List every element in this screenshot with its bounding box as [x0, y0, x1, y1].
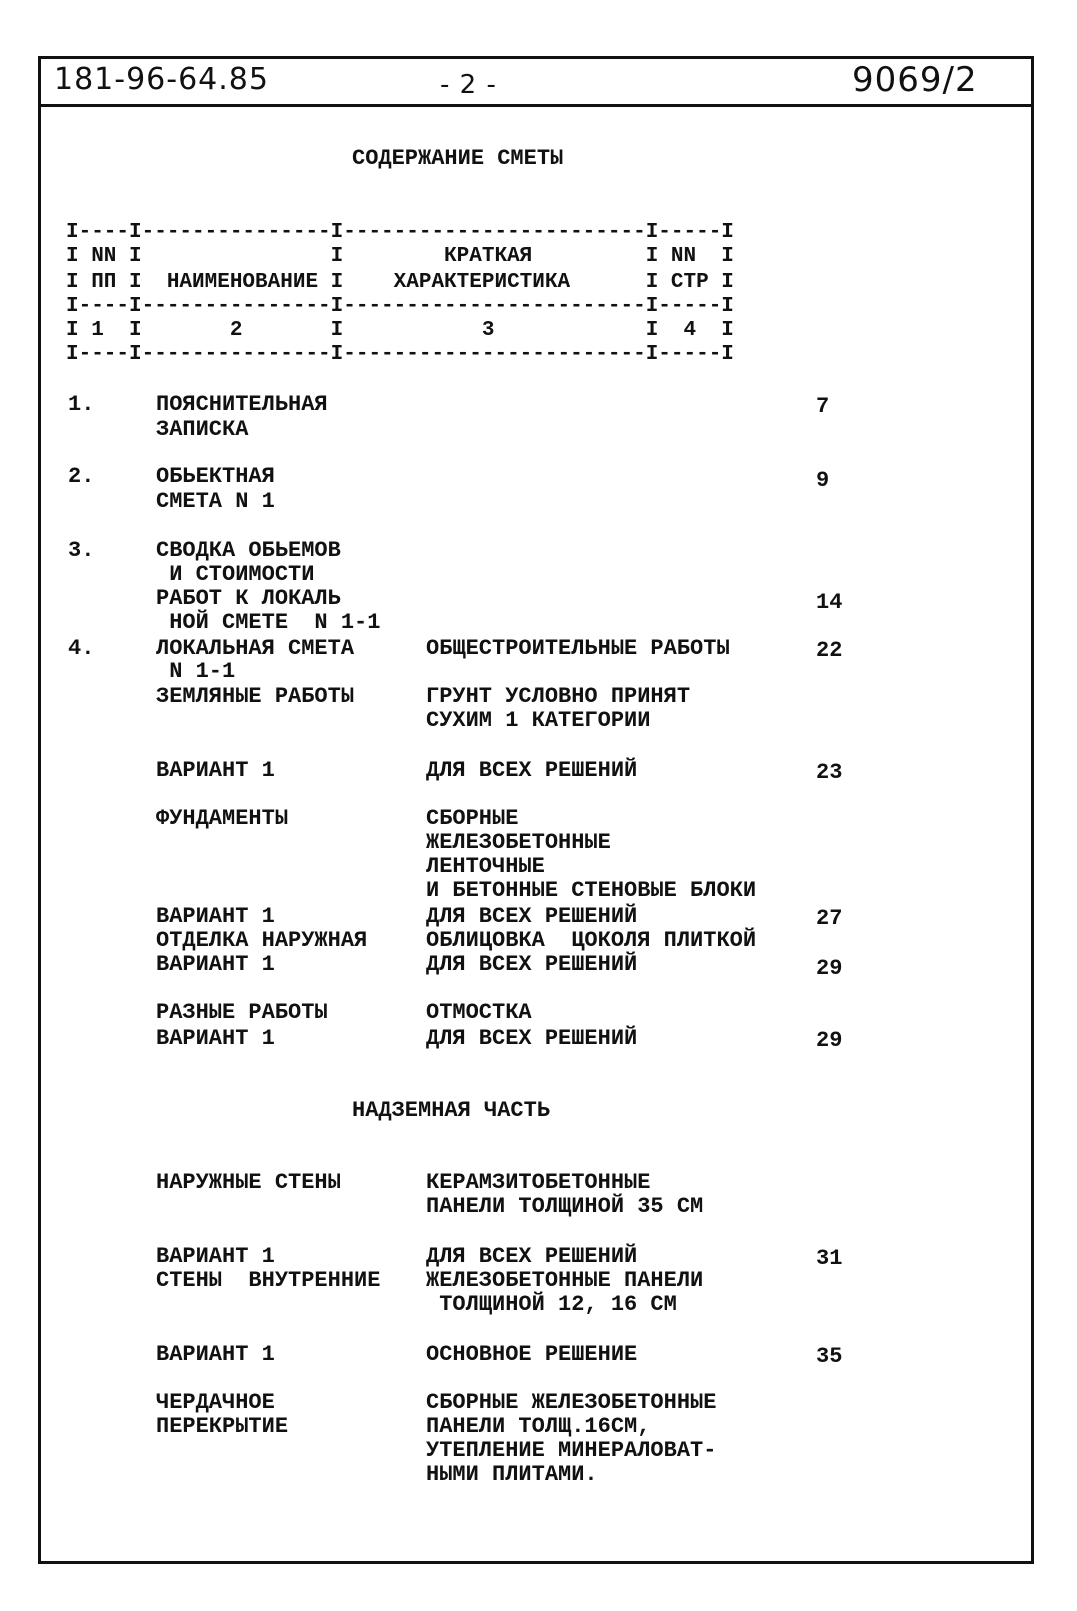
entry-description: И БЕТОННЫЕ СТЕНОВЫЕ БЛОКИ	[426, 878, 757, 903]
entry-name: ВАРИАНТ 1	[156, 952, 275, 977]
entry-description: ДЛЯ ВСЕХ РЕШЕНИЙ	[426, 1026, 638, 1051]
entry-name: ВАРИАНТ 1	[156, 1342, 275, 1367]
table-rule: I----I---------------I------------------------I-----I	[66, 295, 734, 318]
page-title: СОДЕРЖАНИЕ СМЕТЫ	[352, 146, 564, 171]
entry-name: НОЙ СМЕТЕ N 1-1	[156, 610, 381, 635]
entry-number: 3.	[68, 538, 95, 563]
entry-description: ПАНЕЛИ ТОЛЩИНОЙ 35 СМ	[426, 1194, 704, 1219]
entry-name: ПЕРЕКРЫТИЕ	[156, 1414, 289, 1439]
entry-description: КЕРАМЗИТОБЕТОННЫЕ	[426, 1170, 651, 1195]
entry-description: ОБЩЕСТРОИТЕЛЬНЫЕ РАБОТЫ	[426, 636, 730, 661]
entry-number: 1.	[68, 392, 95, 417]
entry-name: РАЗНЫЕ РАБОТЫ	[156, 1000, 328, 1025]
entry-page: 31	[816, 1246, 843, 1271]
entry-name: СВОДКА ОБЬЕМОВ	[156, 538, 341, 563]
entry-name: ЛОКАЛЬНАЯ СМЕТА	[156, 636, 355, 661]
sheet-reference: 9069/2	[852, 60, 978, 100]
entry-page: 14	[816, 590, 843, 615]
section-title: НАДЗЕМНАЯ ЧАСТЬ	[352, 1098, 551, 1123]
entry-name: НАРУЖНЫЕ СТЕНЫ	[156, 1170, 341, 1195]
entry-page: 23	[816, 760, 843, 785]
entry-description: ОТМОСТКА	[426, 1000, 532, 1025]
entry-description: ДЛЯ ВСЕХ РЕШЕНИЙ	[426, 904, 638, 929]
entry-description: ОСНОВНОЕ РЕШЕНИЕ	[426, 1342, 638, 1367]
entry-name: РАБОТ К ЛОКАЛЬ	[156, 586, 341, 611]
entry-description: ЖЕЛЕЗОБЕТОННЫЕ	[426, 830, 611, 855]
table-rule: I----I---------------I------------------------I-----I	[66, 343, 734, 366]
entry-name: ПОЯСНИТЕЛЬНАЯ	[156, 392, 328, 417]
entry-name: И СТОИМОСТИ	[156, 562, 315, 587]
entry-name: СМЕТА N 1	[156, 489, 275, 514]
entry-description: ДЛЯ ВСЕХ РЕШЕНИЙ	[426, 952, 638, 977]
entry-description: ОБЛИЦОВКА ЦОКОЛЯ ПЛИТКОЙ	[426, 928, 757, 953]
page-number: - 2 -	[440, 70, 497, 100]
entry-name: N 1-1	[156, 659, 236, 684]
table-header-row: I ПП I НАИМЕНОВАНИЕ I ХАРАКТЕРИСТИКА I СТР I	[66, 271, 734, 294]
entry-name: ЧЕРДАЧНОЕ	[156, 1390, 275, 1415]
entry-number: 4.	[68, 636, 95, 661]
entry-page: 7	[816, 394, 830, 419]
entry-name: ВАРИАНТ 1	[156, 904, 275, 929]
entry-description: СУХИМ 1 КАТЕГОРИИ	[426, 708, 651, 733]
entry-name: СТЕНЫ ВНУТРЕННИЕ	[156, 1268, 381, 1293]
entry-name: ОТДЕЛКА НАРУЖНАЯ	[156, 928, 368, 953]
entry-description: ПАНЕЛИ ТОЛЩ.16СМ,	[426, 1414, 651, 1439]
entry-description: СБОРНЫЕ	[426, 806, 519, 831]
entry-description: СБОРНЫЕ ЖЕЛЕЗОБЕТОННЫЕ	[426, 1390, 717, 1415]
column-numbers-row: I 1 I 2 I 3 I 4 I	[66, 319, 734, 342]
entry-description: НЫМИ ПЛИТАМИ.	[426, 1462, 598, 1487]
entry-name: ВАРИАНТ 1	[156, 1026, 275, 1051]
entry-name: ЗАПИСКА	[156, 417, 249, 442]
table-rule: I----I---------------I------------------------I-----I	[66, 221, 734, 244]
entry-description: ЛЕНТОЧНЫЕ	[426, 854, 545, 879]
entry-page: 29	[816, 1028, 843, 1053]
entry-description: УТЕПЛЕНИЕ МИНЕРАЛОВАТ-	[426, 1438, 717, 1463]
entry-page: 9	[816, 468, 830, 493]
entry-page: 29	[816, 956, 843, 981]
entry-name: ОБЬЕКТНАЯ	[156, 464, 275, 489]
document-code: 181-96-64.85	[54, 62, 269, 97]
entry-description: ДЛЯ ВСЕХ РЕШЕНИЙ	[426, 758, 638, 783]
entry-page: 35	[816, 1344, 843, 1369]
entry-name: ВАРИАНТ 1	[156, 758, 275, 783]
entry-name: ФУНДАМЕНТЫ	[156, 806, 289, 831]
entry-name: ЗЕМЛЯНЫЕ РАБОТЫ	[156, 684, 355, 709]
entry-description: ДЛЯ ВСЕХ РЕШЕНИЙ	[426, 1244, 638, 1269]
entry-page: 27	[816, 906, 843, 931]
entry-page: 22	[816, 638, 843, 663]
table-header-row: I NN I I КРАТКАЯ I NN I	[66, 245, 734, 268]
entry-description: ГРУНТ УСЛОВНО ПРИНЯТ	[426, 684, 691, 709]
entry-number: 2.	[68, 464, 95, 489]
entry-name: ВАРИАНТ 1	[156, 1244, 275, 1269]
entry-description: ЖЕЛЕЗОБЕТОННЫЕ ПАНЕЛИ	[426, 1268, 704, 1293]
header-divider	[38, 104, 1034, 107]
entry-description: ТОЛЩИНОЙ 12, 16 СМ	[426, 1292, 677, 1317]
